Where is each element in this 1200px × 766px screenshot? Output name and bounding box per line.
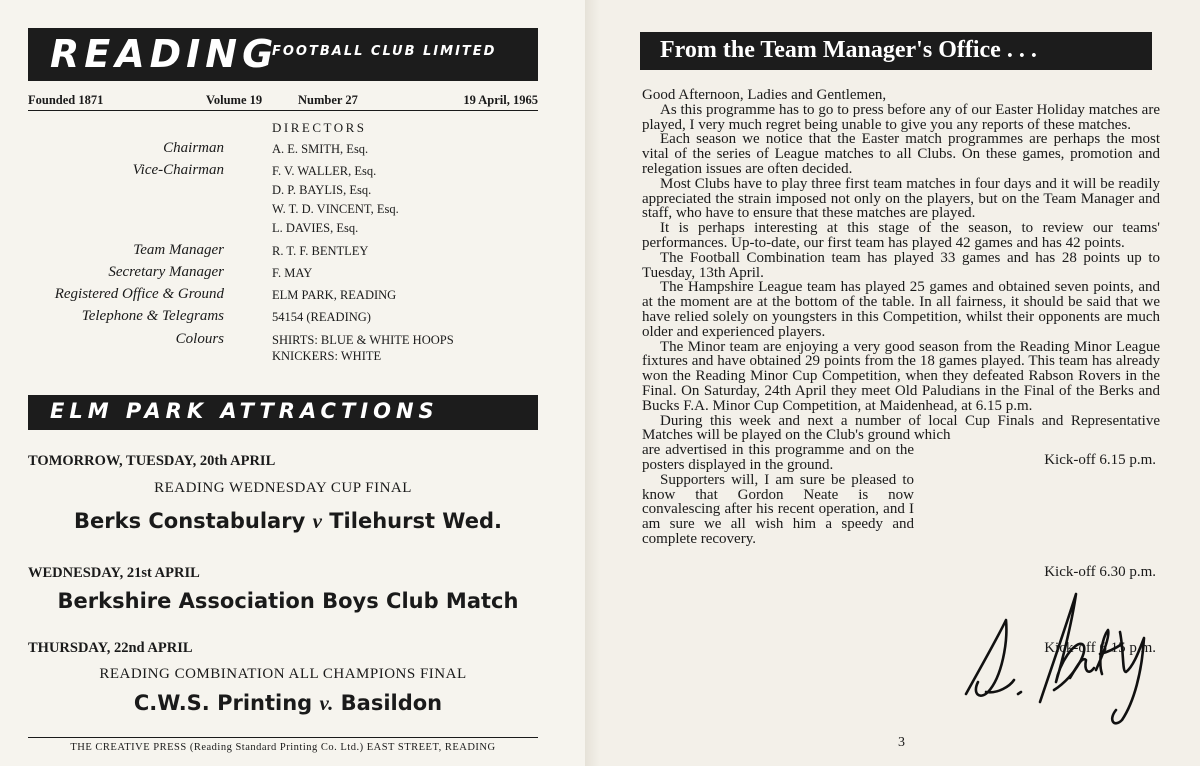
officer-row: [0, 308, 560, 330]
volume-text: Volume 19: [206, 93, 263, 107]
masthead: [28, 28, 538, 81]
attractions-heading: ELM PARK ATTRACTIONS: [50, 399, 439, 423]
directors-heading: DIRECTORS: [272, 120, 367, 135]
officer-row: [0, 347, 560, 369]
officer-row: [0, 286, 560, 308]
officer-row: [0, 264, 560, 286]
event-subtitle: READING WEDNESDAY CUP FINAL: [154, 480, 412, 496]
officer-name: L. DAVIES, Esq.: [272, 221, 359, 235]
officer-name: R. T. F. BENTLEY: [272, 244, 369, 258]
manager-banner: [640, 32, 1152, 70]
letter-paragraph: are advertised in this programme and on the posters displayed in the ground.: [642, 442, 914, 473]
officer-name: ELM PARK, READING: [272, 288, 397, 302]
letter-paragraph: During this week and next a number of local Cup Finals and Representative Matches will be played on the Club's ground which: [642, 412, 1160, 444]
printer-footer: THE CREATIVE PRESS (Reading Standard Printing Co. Ltd.) EAST STREET, READING: [70, 742, 496, 753]
page-number: 3: [898, 735, 905, 750]
letter-paragraph: The Football Combination team has played 33 games and has 28 points up to Tuesday, 13th April.: [642, 249, 1160, 281]
officer-name: KNICKERS: WHITE: [272, 349, 382, 363]
club-title: READING: [50, 32, 279, 76]
officer-role: Team Manager: [133, 242, 224, 258]
letter-paragraph: Supporters will, I am sure be pleased to know that Gordon Neate is now convalescing after his recent operation, and I am sure we all wish him a speedy and complete recovery.: [642, 471, 914, 547]
letter-paragraph: The Minor team are enjoying a very good season from the Reading Minor League fixtures and have obtained 29 points from the 18 games played. This team has already won the Reading Minor Cup Competition, when they defeated Rabson Rovers in the Final. On Saturday, 24th April they meet Old Paludians in the Final of the Berks and Bucks F.A. Minor Cup Competition, at Maidenhead, at 6.15 p.m.: [642, 338, 1160, 414]
letter-paragraph: It is perhaps interesting at this stage of the season, to review our teams' performances. Up-to-date, our first team has played 42 games and has 42 points.: [642, 220, 1160, 251]
officer-name: W. T. D. VINCENT, Esq.: [272, 202, 399, 216]
officer-name: F. MAY: [272, 266, 313, 280]
officer-role: Colours: [175, 331, 224, 347]
away-team: Basildon: [340, 691, 443, 715]
club-subtitle: FOOTBALL CLUB LIMITED: [272, 44, 497, 59]
officer-row: [0, 140, 560, 162]
officer-role: Registered Office & Ground: [54, 286, 224, 302]
officer-name: F. V. WALLER, Esq.: [272, 164, 377, 178]
event-kickoff: Kick-off 6.15 p.m.: [1044, 452, 1156, 468]
home-team: C.W.S. Printing: [133, 691, 313, 715]
officer-row: [0, 219, 560, 241]
manager-signature: [958, 582, 1158, 732]
event-match: Berkshire Association Boys Club Match: [57, 589, 519, 613]
letter-paragraph: Each season we notice that the Easter match programmes are perhaps the most vital of the series of League matches to all Clubs. On these games, promotion and relegation issues are often decided.: [642, 131, 1160, 177]
officer-row: [0, 242, 560, 264]
officer-name: A. E. SMITH, Esq.: [272, 142, 369, 156]
officer-name: D. P. BAYLIS, Esq.: [272, 183, 372, 197]
page-gutter: [585, 0, 600, 766]
away-team: Tilehurst Wed.: [329, 509, 502, 533]
attractions-banner: [28, 395, 538, 430]
number-text: Number 27: [298, 93, 358, 107]
event-date: THURSDAY, 22nd APRIL: [28, 640, 193, 656]
event-match: [28, 509, 548, 534]
officer-role: Vice-Chairman: [132, 162, 224, 178]
officer-name: 54154 (READING): [272, 310, 371, 324]
greeting: Good Afternoon, Ladies and Gentlemen,: [642, 87, 887, 103]
letter-paragraph: Most Clubs have to play three first team matches in four days and it will be readily appreciated the strain imposed not only on the players, but on the Team Manager and staff, who have to ensure that these matches are played.: [642, 175, 1160, 222]
footer-divider: [28, 737, 538, 738]
event-date: WEDNESDAY, 21st APRIL: [28, 565, 200, 581]
letter-paragraph: The Hampshire League team has played 25 games and obtained seven points, and at the moment are at the bottom of the table. In all fairness, it should be said that we have relied solely on youngsters in this Competition, whilst their opponents are much older and experienced players.: [642, 279, 1160, 340]
founded-text: Founded 1871: [28, 93, 104, 107]
officer-role: Chairman: [163, 140, 224, 156]
officer-name: SHIRTS: BLUE & WHITE HOOPS: [272, 333, 454, 347]
versus-mark: v: [312, 509, 322, 533]
event-match: [28, 691, 548, 716]
event-subtitle: READING COMBINATION ALL CHAMPIONS FINAL: [99, 666, 467, 682]
home-team: Berks Constabulary: [74, 509, 306, 533]
event-kickoff: Kick-off 6.15 p.m.: [1044, 640, 1156, 656]
versus-mark: v.: [319, 691, 334, 715]
manager-heading: From the Team Manager's Office . . .: [660, 37, 1037, 63]
issue-date: 19 April, 1965: [463, 93, 538, 107]
letter-paragraph: As this programme has to go to press before any of our Easter Holiday matches are played, I very much regret being unable to give you any reports of these matches.: [642, 101, 1160, 133]
officer-role: Secretary Manager: [108, 264, 224, 280]
manager-letter: [642, 88, 1160, 547]
officer-role: Telephone & Telegrams: [81, 308, 224, 324]
event-date: TOMORROW, TUESDAY, 20th APRIL: [28, 453, 276, 469]
issue-info-bar: [28, 92, 538, 111]
event-kickoff: Kick-off 6.30 p.m.: [1044, 564, 1156, 580]
